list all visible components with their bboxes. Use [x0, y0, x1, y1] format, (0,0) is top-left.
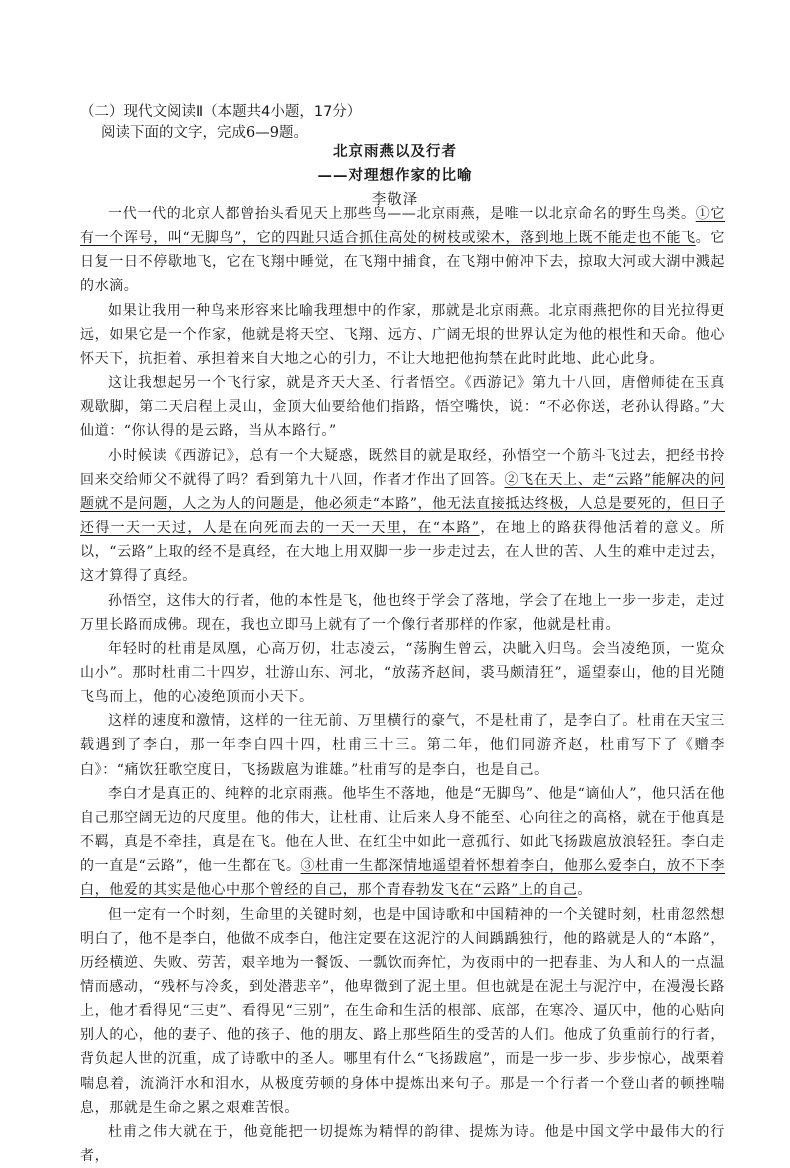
paragraph-text: 这样的速度和激情，这样的一往无前、万里横行的豪气，不是杜甫了，是李白了。杜甫在天宝三载遇到了李白，那一年李白四十四，杜甫三十三。第二年，他们同游齐赵，杜甫写下了《赠李白》：“痛饮狂歌空度日，飞扬跋扈为谁雄。”杜甫写的是李白，也是自己。 — [80, 713, 725, 778]
section-title: （二）现代文阅读Ⅱ（本题共4小题，17分） — [80, 104, 362, 120]
article-paragraph — [80, 299, 725, 371]
article-paragraph — [80, 589, 725, 637]
article-paragraph — [80, 1120, 725, 1168]
paragraph-text: ，在地上的路获得他活着的意义。所以，“云路”上取的经不是真经，在大地上用双脚一步一步走过去，在人世的苦、人生的难中走过去，这才算得了真经。 — [80, 520, 726, 585]
article-title: 北京雨燕以及行者 — [333, 143, 457, 160]
article-author: 李敬泽 — [371, 192, 419, 208]
article-paragraph — [80, 202, 725, 299]
article-paragraph — [80, 782, 725, 903]
paragraph-text: 。它日复一日不停歇地飞，它在飞翔中睡觉，在飞翔中捕食，在飞翔中俯冲下去，掠取大河或大湖中溅起的水滴。 — [80, 230, 725, 295]
paragraph-text: 一代一代的北京人都曾抬头看见天上那些鸟——北京雨燕，是唯一以北京命名的野生鸟类。 — [108, 206, 696, 222]
article-subtitle: ——对理想作家的比喻 — [317, 167, 473, 184]
paragraph-text: 年轻时的杜甫是凤凰，心高万仞，壮志凌云，“荡胸生曾云，决眦入归鸟。会当凌绝顶，一览众山小”。那时杜甫二十四岁，壮游山东、河北，“放荡齐赵间，裘马颇清狂”，遥望泰山，他的目光随飞鸟而上，他的心凌绝顶而小天下。 — [80, 640, 725, 706]
paragraph-text: 。 — [577, 882, 592, 899]
article-paragraph — [80, 637, 725, 709]
underlined-sentence: ②飞在天上、走“云路”能解决的问题就不是问题，人之为人的问题是，他必须走“本路”，他无法直接抵达终极，人总是要死的，但日子还得一天一天过，人是在向死而去的一天一天里，在“本路” — [80, 471, 725, 537]
paragraph-text: 但一定有一个时刻，生命里的关键时刻，也是中国诗歌和中国精神的一个关键时刻，杜甫忽然想明白了，他不是李白，他做不成李白，他注定要在这泥泞的人间踽踽独行，他的路就是人的“本路”，历经横逆、失败、劳苦，艰辛地为一餐饭、一瓢饮而奔忙，为夜雨中的一把春韭、为人和人的一点温情而感动，“残杯与冷炙，到处潜悲辛”，他卑微到了泥土里。但也就是在泥土与泥泞中，在漫漫长路上，他才看得见“三吏”、看得见“三别”，在生命和生活的根部、底部，在寒冷、逼仄中，他的心贴向别人的心，他的妻子、他的孩子、他的朋友、路上那些陌生的受苦的人们。他成了负重前行的行者，背负起人世的沉重，成了诗歌中的圣人。哪里有什么“飞扬跋扈”，而是一步一步、步步惊心，战栗着喘息着，流淌汗水和泪水，从极度劳顿的身体中提炼出来句子。那是一个行者一个登山者的顿挫喘息，那就是生命之累之艰难苦恨。 — [80, 906, 725, 1116]
paragraph-text: 这让我想起另一个飞行家，就是齐天大圣、行者悟空。《西游记》第九十八回，唐僧师徒在玉真观歇脚，第二天启程上灵山，金顶大仙要给他们指路，悟空嘴快，说：“不必你送，老孙认得路。”大仙道：“你认得的是云路，当从本路行。” — [80, 375, 725, 440]
article-body — [80, 202, 725, 1168]
article-paragraph — [80, 903, 725, 1120]
article-paragraph — [80, 444, 725, 589]
paragraph-text: 杜甫之伟大就在于，他竟能把一切提炼为精悍的韵律、提炼为诗。他是中国文学中最伟大的行者， — [80, 1123, 725, 1165]
article-paragraph — [80, 371, 725, 443]
underlined-sentence: ③杜甫一生都深情地遥望着怀想着李白，他那么爱李白，放不下李白，他爱的其实是他心中那个曾经的自己，那个青春勃发飞在“云路”上的自己 — [80, 858, 725, 899]
underlined-sentence: ①它有一个诨号，叫“无脚鸟”，它的四趾只适合抓住高处的树枝或梁木，落到地上既不能走也不能飞 — [80, 206, 725, 247]
paragraph-text: 如果让我用一种鸟来形容来比喻我理想中的作家，那就是北京雨燕。北京雨燕把你的目光拉得更远，如果它是一个作家，他就是将天空、飞翔、远方、广阔无垠的世界认定为他的根性和天命。他心怀天下，抗拒着、承担着来自大地之心的引力，不让大地把他拘禁在此时此地、此心此身。 — [80, 302, 725, 367]
reading-instruction: 阅读下面的文字，完成6—9题。 — [101, 125, 308, 141]
paragraph-text: 孙悟空，这伟大的行者，他的本性是飞，他也终于学会了落地，学会了在地上一步一步走，走过万里长路而成佛。现在，我也立即马上就有了一个像行者那样的作家，他就是杜甫。 — [80, 592, 725, 633]
paragraph-text: 小时候读《西游记》，总有一个大疑惑，既然目的就是取经，孙悟空一个筋斗飞过去，把经书拎回来交给师父不就得了吗？看到第九十八回，作者才作出了回答。 — [80, 447, 725, 488]
paragraph-text: 李白才是真正的、纯粹的北京雨燕。他毕生不落地，他是“无脚鸟”、他是“谪仙人”，他只活在他自己那空阔无边的尺度里。他的伟大，让杜甫、让后来人身不能至、心向往之的高格，就在于他真是不羁，真是不牵挂，真是在飞。他在人世、在红尘中如此一意孤行、如此飞扬跋扈放浪轻狂。李白走的一直是“云路”，他一生都在飞。 — [80, 785, 725, 875]
article-paragraph — [80, 709, 725, 781]
